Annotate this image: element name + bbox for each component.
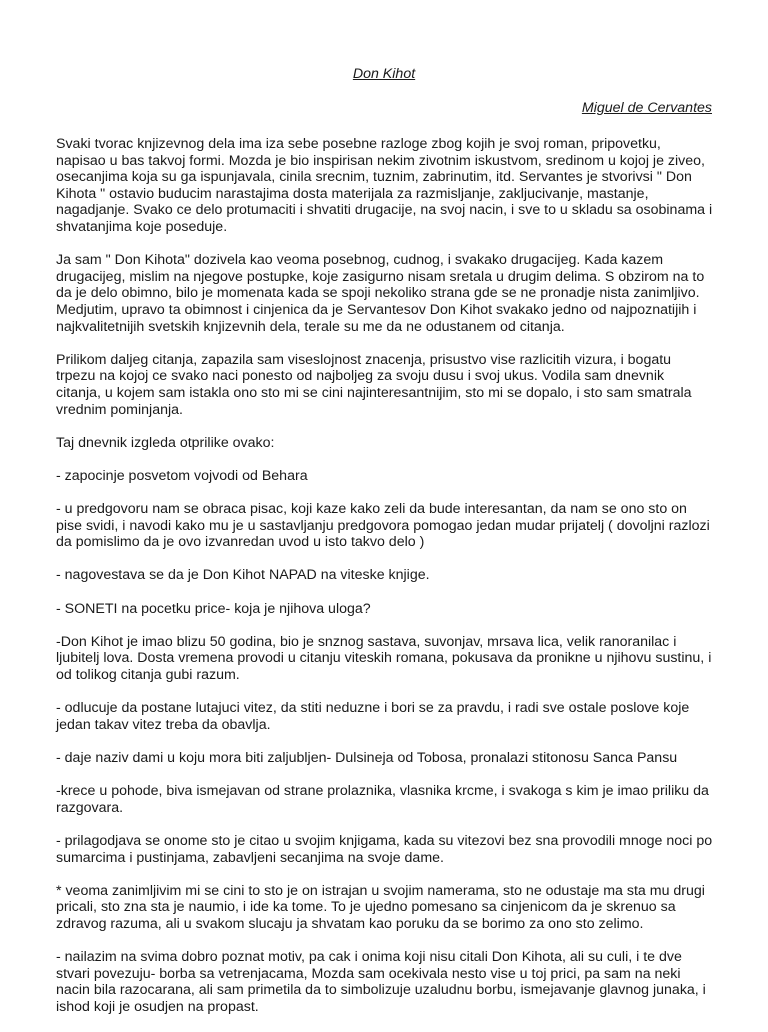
text-line: od tolikog citanja gubi razum. [56,667,240,683]
paragraph [56,783,716,816]
text-line: -Don Kihot je imao blizu 50 godina, bio je snznog sastava, suvonjav, mrsava lica, velik ranoranilac i [56,633,677,650]
paragraph [56,252,716,335]
text-line: - prilagodjava se onome sto je citao u svojim knjigama, kada su vitezovi bez sna provodili mnoge noci po [56,832,713,849]
paragraph [56,601,716,618]
text-line: Ja sam " Don Kihota" dozivela kao veoma posebnog, cudnog, i svakako drugacijeg. Kada kazem [56,252,664,269]
text-line: -krece u pohode, biva ismejavan od strane prolaznika, vlasnika krcme, i svakoga s kim je imao priliku da [56,783,709,800]
text-line: Svaki tvorac knjizevnog dela ima iza sebe posebne razloge zbog kojih je svoj roman, pripovetku, [56,136,661,152]
text-line: Medjutim, upravo ta obimnost i cinjenica da je Servantesov Don Kihot svakako jedno od najpoznatijih i [56,301,697,318]
text-line: napisao u bas takvoj formi. Mozda je bio inspirisan nekim zivotnim iskustvom, sredinom u kojoj je ziveo, [56,152,705,169]
paragraph [56,435,716,452]
paragraph [56,501,716,551]
text-line: sumarcima i pustinjama, zabavljeni secanjima na svoje dame. [56,849,444,866]
document-body [56,136,716,1032]
paragraph [56,883,716,933]
document-title: Don Kihot [352,66,416,82]
text-line: najkvalitetnijih svetskih knjizevnih dela, terale su me da ne odustanem od citanja. [56,318,565,335]
text-line: - SONETI na pocetku price- koja je njihova uloga? [56,600,371,617]
text-line: shvatanjima koje poseduje. [56,218,228,235]
document-author: Miguel de Cervantes [581,100,712,116]
text-line: - nagovestava se da je Don Kihot NAPAD na viteske knjige. [56,567,430,584]
text-line: - odlucuje da postane lutajuci vitez, da stiti neduzne i bori se za pravdu, i radi sve ostale poslove koje [56,700,690,717]
text-line: jedan takav vitez treba da obavlja. [56,716,271,733]
text-line: citanja, u kojem sam istakla ono sto mi se cini najinteresantnijim, sto mi se dopalo, i sto sam smatrala [56,384,692,401]
text-line: nagadjanje. Svako ce delo protumaciti i shvatiti drugacije, na svoj nacin, i sve to u skladu sa osobinama i [56,202,713,219]
text-line: osecanjima koja su ga ispunjavala, cinila srecnim, tuznim, zabrinutim, itd. Servantes je stvorivsi " Don [56,169,692,186]
paragraph [56,700,716,733]
text-line: drugacijeg, mislim na njegove postupke, koje zasigurno nisam sretala u drugim delima. S obzirom na to [56,268,705,285]
text-line: pricali, sto zna sta je naumio, i ide ka tome. To je ujedno pomesano sa cinjenicom da je skrenuo sa [56,899,676,916]
text-line: Taj dnevnik izgleda otprilike ovako: [56,434,275,451]
paragraph [56,136,716,236]
text-line: vrednim pominjanja. [56,401,183,418]
text-line: ishod koji je osudjen na propast. [56,998,259,1015]
text-line: nacin bila razocarana, ali sam primetila da to simbolizuje uzaludnu borbu, ismejavanje glavnog junaka, i [56,982,706,999]
text-line: Kihota " ostavio buducim narastajima dosta materijala za razmisljanje, zakljucivanje, mastanje, [56,185,649,202]
paragraph [56,949,716,1015]
text-line: da pomislimo da je ovo izvanredan uvod u isto takvo delo ) [56,534,425,551]
paragraph [56,750,716,767]
text-line: - zapocinje posvetom vojvodi od Behara [56,467,308,484]
text-line: trpezu na kojoj ce svako naci ponesto od najboljeg za svoju dusu i svoj ukus. Vodila sam dnevnik [56,368,665,385]
text-line: Prilikom daljeg citanja, zapazila sam viseslojnost znacenja, prisustvo vise razlicitih vizura, i bogatu [56,351,672,368]
text-line: ljubitelj lova. Dosta vremena provodi u citanju viteskih romana, pokusava da pronikne u njihovu sustinu, i [56,650,712,667]
paragraph [56,833,716,866]
paragraph [56,634,716,684]
text-line: stvari povezuju- borba sa vetrenjacama, Mozda sam ocekivala nesto vise u toj prici, pa sam na neki [56,965,681,982]
paragraph [56,352,716,418]
text-line: razgovara. [56,799,124,816]
paragraph [56,468,716,485]
paragraph [56,567,716,584]
text-line: da je delo obimno, bilo je momenata kada se spoji nekoliko strana gde se ne pronadje nista zanimljivo. [56,285,700,302]
text-line: - u predgovoru nam se obraca pisac, koji kaze kako zeli da bude interesantan, da nam se ono sto on [56,501,687,518]
text-line: pise svidi, i navodi kako mu je u sastavljanju predgovora pomogao jedan mudar prijatelj ( dovoljni razlozi [56,517,710,534]
text-line: * veoma zanimljivim mi se cini to sto je on istrajan u svojim namerama, sto ne odustaje ma sta mu drugi [56,882,705,899]
text-line: zdravog razuma, ali u svakom slucaju ja shvatam kao poruku da se borimo za ono sto zelimo. [56,915,644,932]
text-line: - nailazim na svima dobro poznat motiv, pa cak i onima koji nisu citali Don Kihota, ali su culi, i te dve [56,949,682,966]
text-line: - daje naziv dami u koju mora biti zaljubljen- Dulsineja od Tobosa, pronalazi stitonosu Sanca Pansu [56,749,678,766]
